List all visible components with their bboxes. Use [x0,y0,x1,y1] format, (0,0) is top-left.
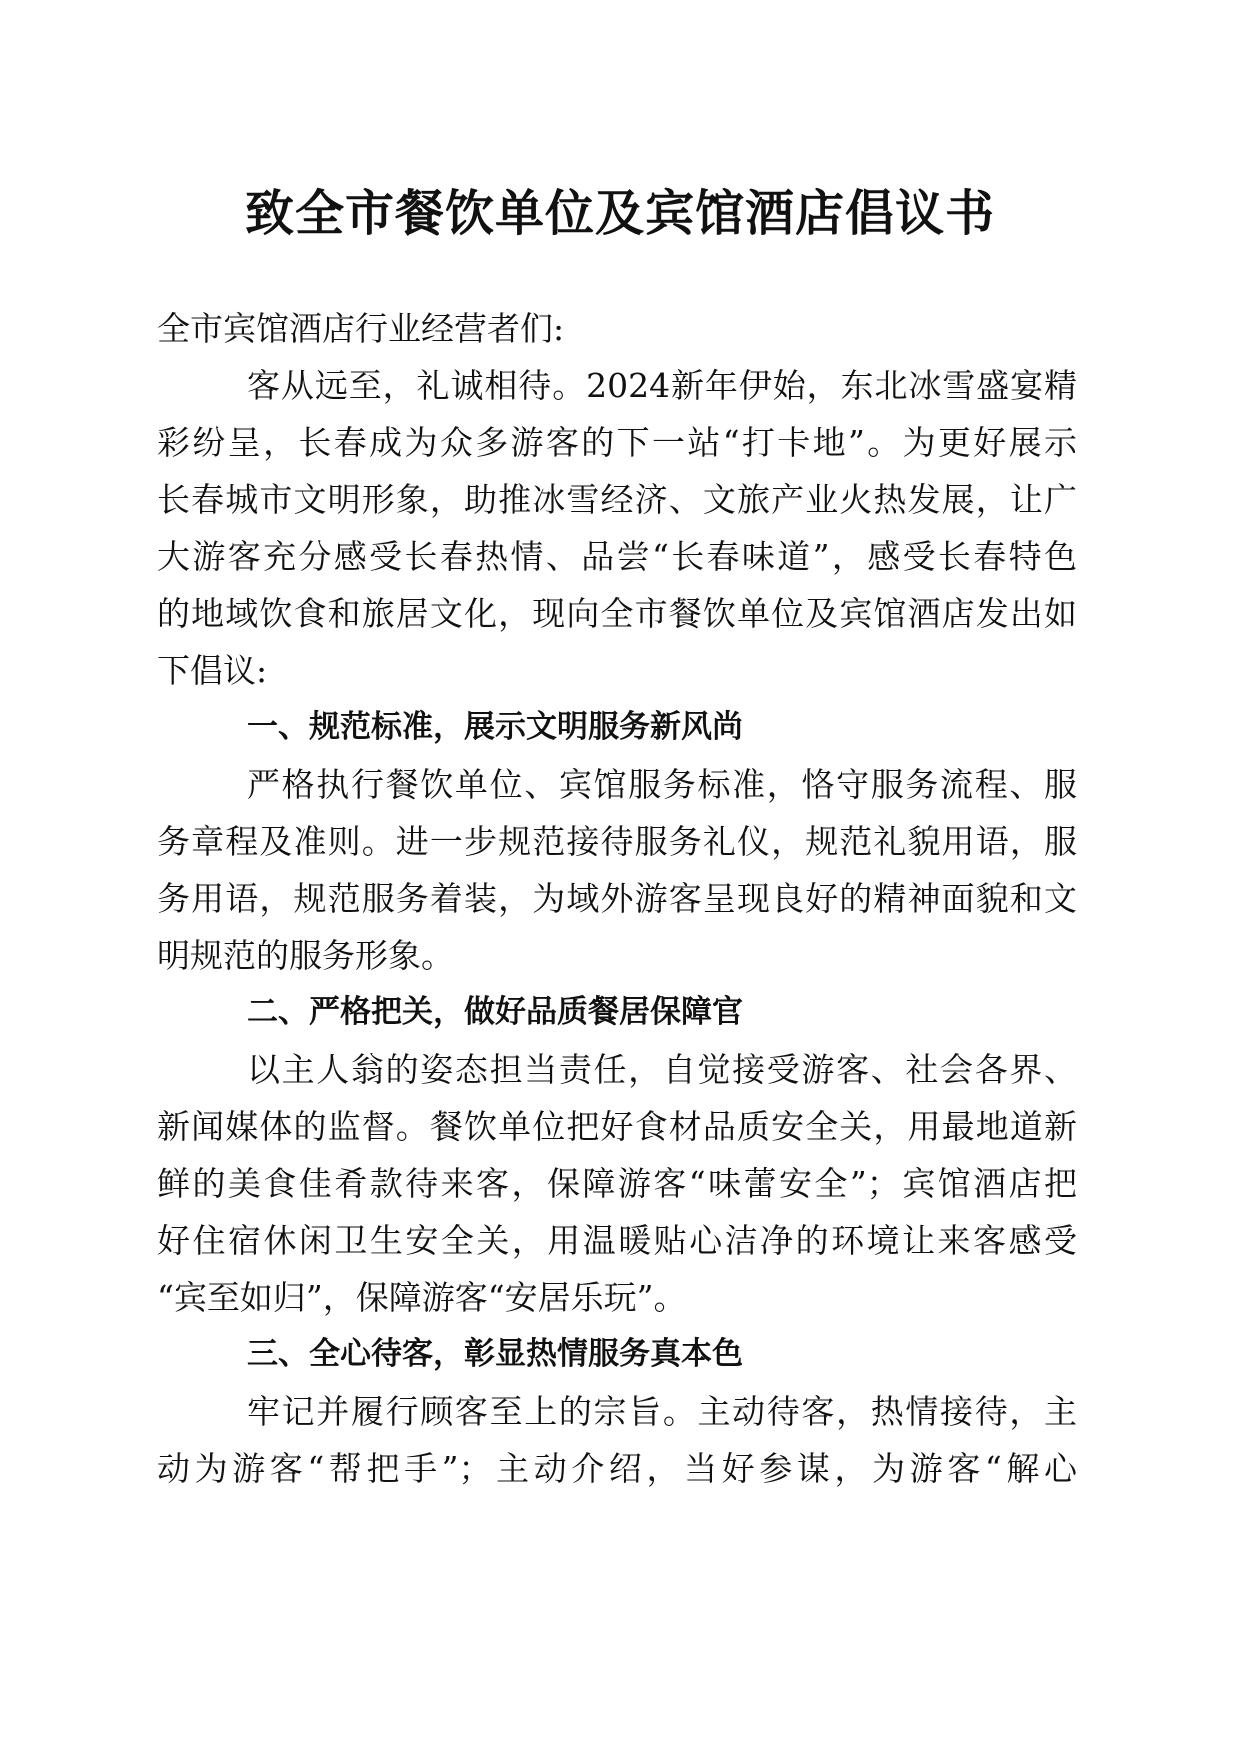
paragraph-line: 严格执行餐饮单位、宾馆服务标准，恪守服务流程、服 [247,765,1077,804]
salutation: 全市宾馆酒店行业经营者们: [157,309,565,348]
paragraph-line: 务用语，规范服务着装，为域外游客呈现良好的精神面貌和文 [157,879,1077,918]
section-heading: 二、严格把关，做好品质餐居保障官 [247,994,743,1030]
paragraph-line: 动为游客“帮把手”；主动介绍，当好参谋，为游客“解心 [157,1449,1077,1488]
paragraph-line: 大游客充分感受长春热情、品尝“长春味道”，感受长春特色 [157,537,1077,576]
paragraph-line: 彩纷呈，长春成为众多游客的下一站“打卡地”。为更好展示 [157,423,1077,462]
paragraph-line: 的地域饮食和旅居文化，现向全市餐饮单位及宾馆酒店发出如 [157,594,1077,633]
section-heading: 一、规范标准，展示文明服务新风尚 [247,709,743,745]
paragraph-line: “宾至如归”，保障游客“安居乐玩”。 [157,1278,687,1317]
paragraph-line: 务章程及准则。进一步规范接待服务礼仪，规范礼貌用语，服 [157,822,1077,861]
section-heading: 三、全心待客，彰显热情服务真本色 [247,1336,743,1372]
paragraph-line: 客从远至，礼诚相待。2024新年伊始，东北冰雪盛宴精 [247,366,1077,405]
paragraph-line: 长春城市文明形象，助推冰雪经济、文旅产业火热发展，让广 [157,480,1077,519]
paragraph-line: 新闻媒体的监督。餐饮单位把好食材品质安全关，用最地道新 [157,1107,1077,1146]
paragraph-line: 鲜的美食佳肴款待来客，保障游客“味蕾安全”；宾馆酒店把 [157,1164,1077,1203]
paragraph-line: 以主人翁的姿态担当责任，自觉接受游客、社会各界、 [247,1050,1077,1089]
paragraph-line: 下倡议: [157,651,268,690]
paragraph-line: 牢记并履行顾客至上的宗旨。主动待客，热情接待，主 [247,1392,1077,1431]
document-body [157,300,1077,1497]
paragraph-line: 好住宿休闲卫生安全关，用温暖贴心洁净的环境让来客感受 [157,1221,1077,1260]
document-title: 致全市餐饮单位及宾馆酒店倡议书 [244,185,995,242]
paragraph-line: 明规范的服务形象。 [157,936,454,975]
